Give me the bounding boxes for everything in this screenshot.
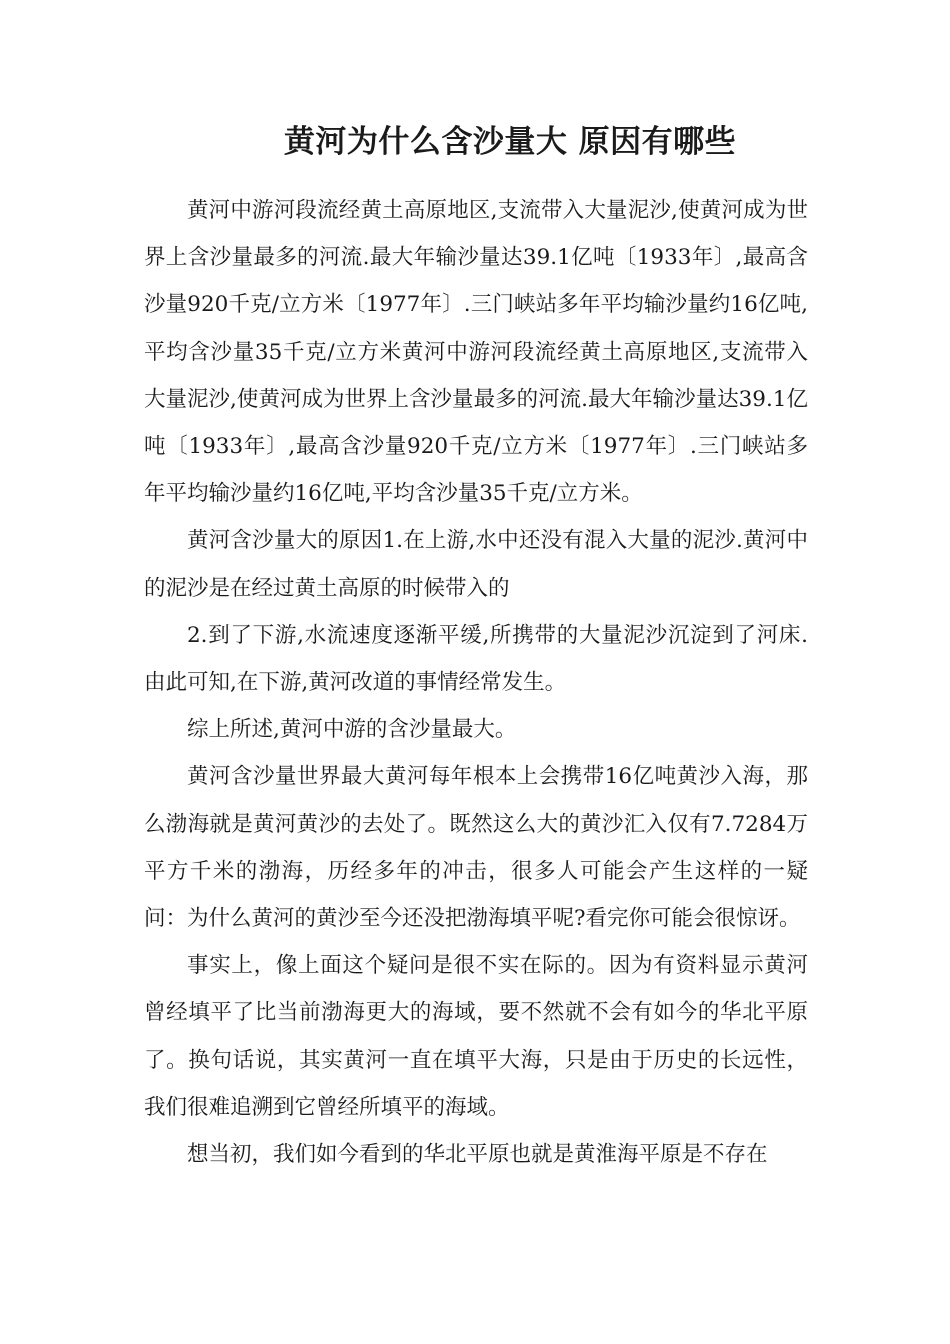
paragraph-summary: 综上所述,黄河中游的含沙量最大。 xyxy=(187,717,517,743)
paragraph-reason-upstream: 黄河含沙量大的原因1.在上游,水中还没有混入大量的泥沙.黄河中的泥沙是在经过黄土高原的时候带入的 xyxy=(144,528,808,601)
document-title: 黄河为什么含沙量大 原因有哪些 xyxy=(283,124,737,160)
document-body xyxy=(144,187,808,1178)
paragraph-sediment-facts: 黄河中游河段流经黄土高原地区,支流带入大量泥沙,使黄河成为世界上含沙量最多的河流.最大年输沙量达39.1亿吨〔1933年〕,最高含沙量920千克/立方米〔1977年〕.三门峡站多年平均输沙量约16亿吨,平均含沙量35千克/立方米黄河中游河段流经黄土高原地区,支流带入大量泥沙,使黄河成为世界上含沙量最多的河流.最大年输沙量达39.1亿吨〔1933年〕,最高含沙量920千克/立方米〔1977年〕.三门峡站多年平均输沙量约16亿吨,平均含沙量35千克/立方米。 xyxy=(144,198,808,507)
paragraph-bohai-question: 黄河含沙量世界最大黄河每年根本上会携带16亿吨黄沙入海，那么渤海就是黄河黄沙的去处了。既然这么大的黄沙汇入仅有7.7284万平方千米的渤海，历经多年的冲击，很多人可能会产生这样的一疑问：为什么黄河的黄沙至今还没把渤海填平呢?看完你可能会很惊讶。 xyxy=(144,764,808,932)
paragraph-reason-downstream: 2.到了下游,水流速度逐渐平缓,所携带的大量泥沙沉淀到了河床.由此可知,在下游,黄河改道的事情经常发生。 xyxy=(144,622,808,696)
paragraph-history-start: 想当初，我们如今看到的华北平原也就是黄淮海平原是不存在 xyxy=(187,1142,768,1168)
paragraph-north-china-plain: 事实上，像上面这个疑问是很不实在际的。因为有资料显示黄河曾经填平了比当前渤海更大的海域，要不然就不会有如今的华北平原了。换句话说，其实黄河一直在填平大海，只是由于历史的长远性，我们很难追溯到它曾经所填平的海域。 xyxy=(144,953,808,1120)
